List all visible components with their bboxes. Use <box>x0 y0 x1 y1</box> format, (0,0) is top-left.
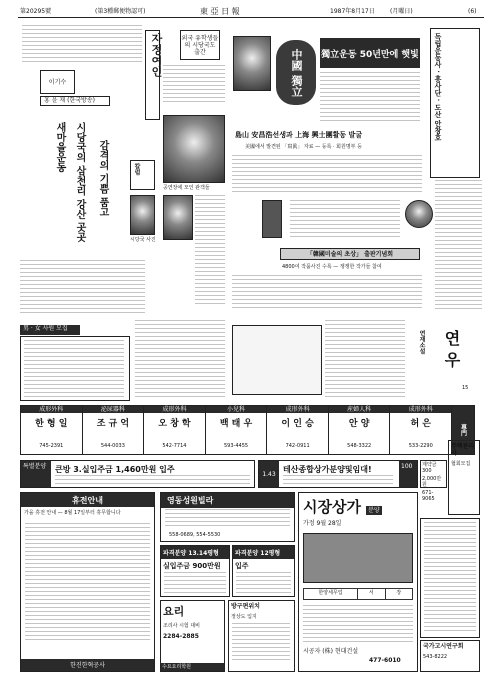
left-vertical-2: 시당국의 삼천리 강산 곳곳 <box>74 122 85 243</box>
book-photo <box>262 200 282 238</box>
text-column <box>20 260 145 315</box>
text-column <box>435 180 482 310</box>
shopping-ad <box>258 460 418 488</box>
weekday: (月曜日) <box>390 8 413 15</box>
center-ad: 방구편위치 정상도 입지 <box>228 600 295 672</box>
feature-headline: 獨立운동 50년만에 햇빛 <box>321 49 419 60</box>
left-vertical-3: 감격의 기쁨 품고 <box>97 140 108 217</box>
photo-caption: 시당국 사진 <box>130 237 156 243</box>
exam-ad: 국가고시연구회 543-8222 <box>420 640 480 672</box>
dance-photo <box>163 115 225 183</box>
classified-ad <box>20 336 130 401</box>
clinic-ad: 成形外科 한 형 일 745-2391 <box>21 406 83 454</box>
portrait-photo <box>163 195 193 240</box>
text-column <box>232 275 422 310</box>
cooking-school-ad: 요리 조리사 시험 대비 2284-2885 수요요리학원 <box>160 600 225 672</box>
date: 1987年8月17日 <box>330 8 375 15</box>
ad-box-name: 이기수 <box>40 70 75 94</box>
text-column <box>325 320 405 400</box>
text-column <box>290 200 400 240</box>
villa-title: 영동성원빌라 <box>161 493 294 508</box>
portrait-photo <box>233 36 271 91</box>
market-ad: 시장상가 분양 가정 9월 28일 한양세무업 서 장 시공자 (株) 현대건설 477-6010 <box>298 492 418 672</box>
portrait-photo <box>130 195 155 235</box>
text-column <box>22 25 142 65</box>
ad-box-credit: 홍 윤 재 (한국방송) <box>40 96 110 106</box>
feature-headline-box <box>320 38 420 68</box>
classified-header: 男 · 女 사원 모집 <box>20 325 80 335</box>
feature-logo: 中國 獨立 <box>276 40 316 105</box>
villa-ad: 영동성원빌라 558-0689, 554-5530 <box>160 492 295 542</box>
photo-caption: 공연장에 모인 관객들 <box>163 185 210 191</box>
right-ad <box>420 518 480 638</box>
apartment-ad: 파격분양 12평형 입주 <box>232 545 295 597</box>
left-vertical-1: 새마을운동 <box>54 122 65 172</box>
book-caption: 4800여 작품사진 수록 — 쟁쟁한 작가들 참여 <box>282 264 382 270</box>
clinic-ad: 小兒科 백 태 우 593-4455 <box>206 406 268 454</box>
text-column <box>232 155 422 195</box>
apartment-ad: 파격분양 13.14평형 실입주금 900만원 <box>160 545 230 597</box>
clinic-ad: 泌尿器科 조 규 억 544-0033 <box>83 406 145 454</box>
building-photo <box>303 533 413 583</box>
clinic-row <box>20 405 475 455</box>
masthead: 東 亞 日 報 <box>200 7 240 16</box>
left-headline: 자정여인 <box>150 33 163 77</box>
clinic-ad: 成形外科 이 인 승 742-0911 <box>267 406 329 454</box>
portrait-photo <box>405 200 433 228</box>
ad-tag: 특별분양 <box>21 461 51 487</box>
text-column <box>195 195 225 305</box>
feature-subheadline: 島山 安昌浩선생과 上海 興士團활동 발굴 <box>235 130 363 139</box>
notice-ad: 휴전안내 가을 휴전 안내 — 8월 17일부터 휴무합니다 한진한혁공사 <box>20 492 155 672</box>
ad-headline: 큰방 3.실입주금 1,460만원 입주 <box>55 465 175 474</box>
header-rule <box>18 17 484 18</box>
ad-price-tag: 1.43 <box>259 461 279 487</box>
housing-manager-ad: 주택관리사 협회모집 <box>448 440 480 515</box>
specialist-ad: 專門 <box>452 406 474 454</box>
clinic-ad: 成形外科 오 창 학 542-7714 <box>144 406 206 454</box>
market-title: 시장상가 분양 <box>303 498 380 516</box>
book-banner: 「韓國미술의 초상」 출판기념회 <box>280 248 420 260</box>
text-column <box>163 65 225 105</box>
price-box: 계약금 300 2,000만원 671-9065 <box>420 460 447 488</box>
registration: (第3種郵便物認可) <box>95 8 146 15</box>
illustration <box>232 325 322 395</box>
clinic-ad: 成形外科 허 은 533-2290 <box>390 406 452 454</box>
apartment-ad <box>20 460 255 488</box>
notice-title: 휴전안내 <box>21 493 154 507</box>
issue-number: 第20295號 <box>20 8 52 15</box>
serial-number: 15 <box>462 385 469 391</box>
right-vertical-box: 독립운동사 · 흥사단 · 도산 안창호 <box>430 28 480 178</box>
text-column <box>320 72 420 122</box>
ad-badge: 100 <box>399 461 417 487</box>
notice-footer: 한진한혁공사 <box>21 659 154 671</box>
ad-headline: 테산종합상가분양및임대! <box>283 465 372 474</box>
serial-title: 연 우 <box>442 330 461 368</box>
feature-byline: 美國에서 발견된 「寫眞」 자료 — 등록 · 회원명부 등 <box>245 144 362 150</box>
poem-box: 외국 유학생들의 시당국도 출간 <box>180 30 220 60</box>
column-box: 칼럼 <box>130 160 155 190</box>
clinic-ad: 産婦人科 안 양 548-3322 <box>329 406 391 454</box>
market-table: 한양세무업 서 장 <box>303 588 413 600</box>
left-headline-box <box>145 30 163 120</box>
serial-label: 연재소설 <box>418 330 425 354</box>
text-column <box>135 320 225 400</box>
page-number: (6) <box>468 8 477 15</box>
